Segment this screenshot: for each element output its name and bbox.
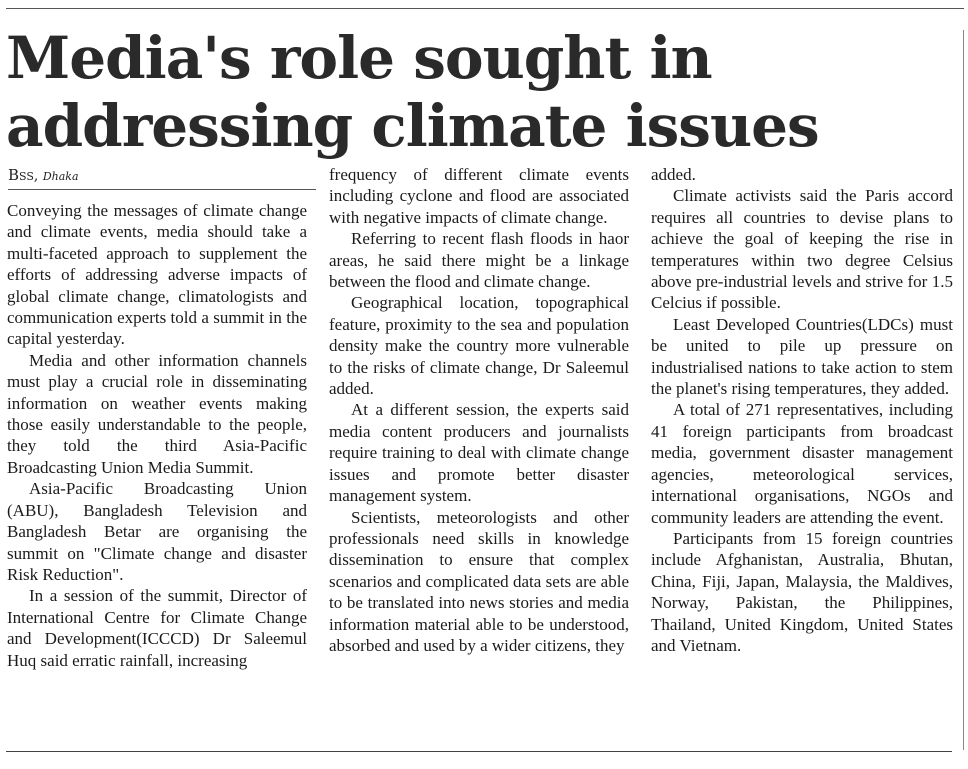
byline-separator: , <box>33 168 43 184</box>
paragraph: Media and other information channels must play a crucial role in disseminating information on weather events making those easily understandable to the people, they told the third Asia-Pacific Broadcasting Union Media Summit. <box>7 350 307 477</box>
paragraph: frequency of different climate events including cyclone and flood are associated with negative impacts of climate change. <box>329 165 629 227</box>
paragraph: Climate activists said the Paris accord requires all countries to devise plans to achieve the goal of keeping the rise in temperatures within two degree Celsius above pre-industrial levels and strive for 1.5 Celcius if possible. <box>651 186 953 313</box>
paragraph: Referring to recent flash floods in haor areas, he said there might be a linkage between the flood and climate change. <box>329 229 629 292</box>
paragraph: Scientists, meteorologists and other professionals need skills in knowledge dissemination to ensure that complex scenarios and complicated data sets are able to be translated into news stories and media information material able to be understood, absorbed and used by a wider citizens, they <box>329 507 629 655</box>
paragraph: A total of 271 representatives, including 41 foreign participants from broadcast media, government disaster management agencies, meteorological services, international organisations, NGOs and community leaders are attending the event. <box>651 400 953 527</box>
column-2 <box>329 164 629 656</box>
byline <box>8 165 316 190</box>
byline-place: Dhaka <box>42 170 79 183</box>
headline: Media's role sought in addressing climate issues <box>6 24 819 160</box>
paragraph: Least Developed Countries(LDCs) must be united to pile up pressure on industrialised nations to take action to stem the planet's rising temperatures, they added. <box>651 314 953 399</box>
paragraph: In a session of the summit, Director of International Centre for Climate Change and Development(ICCCD) Dr Saleemul Huq said erratic rainfall, increasing <box>7 586 307 670</box>
column-3 <box>651 164 953 656</box>
paragraph: Participants from 15 foreign countries include Afghanistan, Australia, Bhutan, China, Fiji, Japan, Malaysia, the Maldives, Norway, Pakistan, the Philippines, Thailand, United Kingdom, United States and Vietnam. <box>651 528 953 655</box>
paragraph: added. <box>651 165 696 184</box>
top-rule <box>6 8 964 9</box>
byline-agency: Bss <box>8 166 34 184</box>
column-1 <box>7 200 307 671</box>
paragraph: At a different session, the experts said media content producers and journalists require training to deal with climate change issues and promote better disaster management system. <box>329 400 629 506</box>
paragraph: Conveying the messages of climate change and climate events, media should take a multi-faceted approach to supplement the efforts of addressing adverse impacts of global climate change, climatologists and communication experts told a summit in the capital yesterday. <box>7 201 307 349</box>
bottom-rule <box>6 751 952 752</box>
paragraph: Geographical location, topographical feature, proximity to the sea and population density make the country more vulnerable to the risks of climate change, Dr Saleemul added. <box>329 293 629 399</box>
paragraph: Asia-Pacific Broadcasting Union (ABU), Bangladesh Television and Bangladesh Betar are organising the summit on "Climate change and disaster Risk Reduction". <box>7 479 307 584</box>
right-rule <box>963 30 964 750</box>
